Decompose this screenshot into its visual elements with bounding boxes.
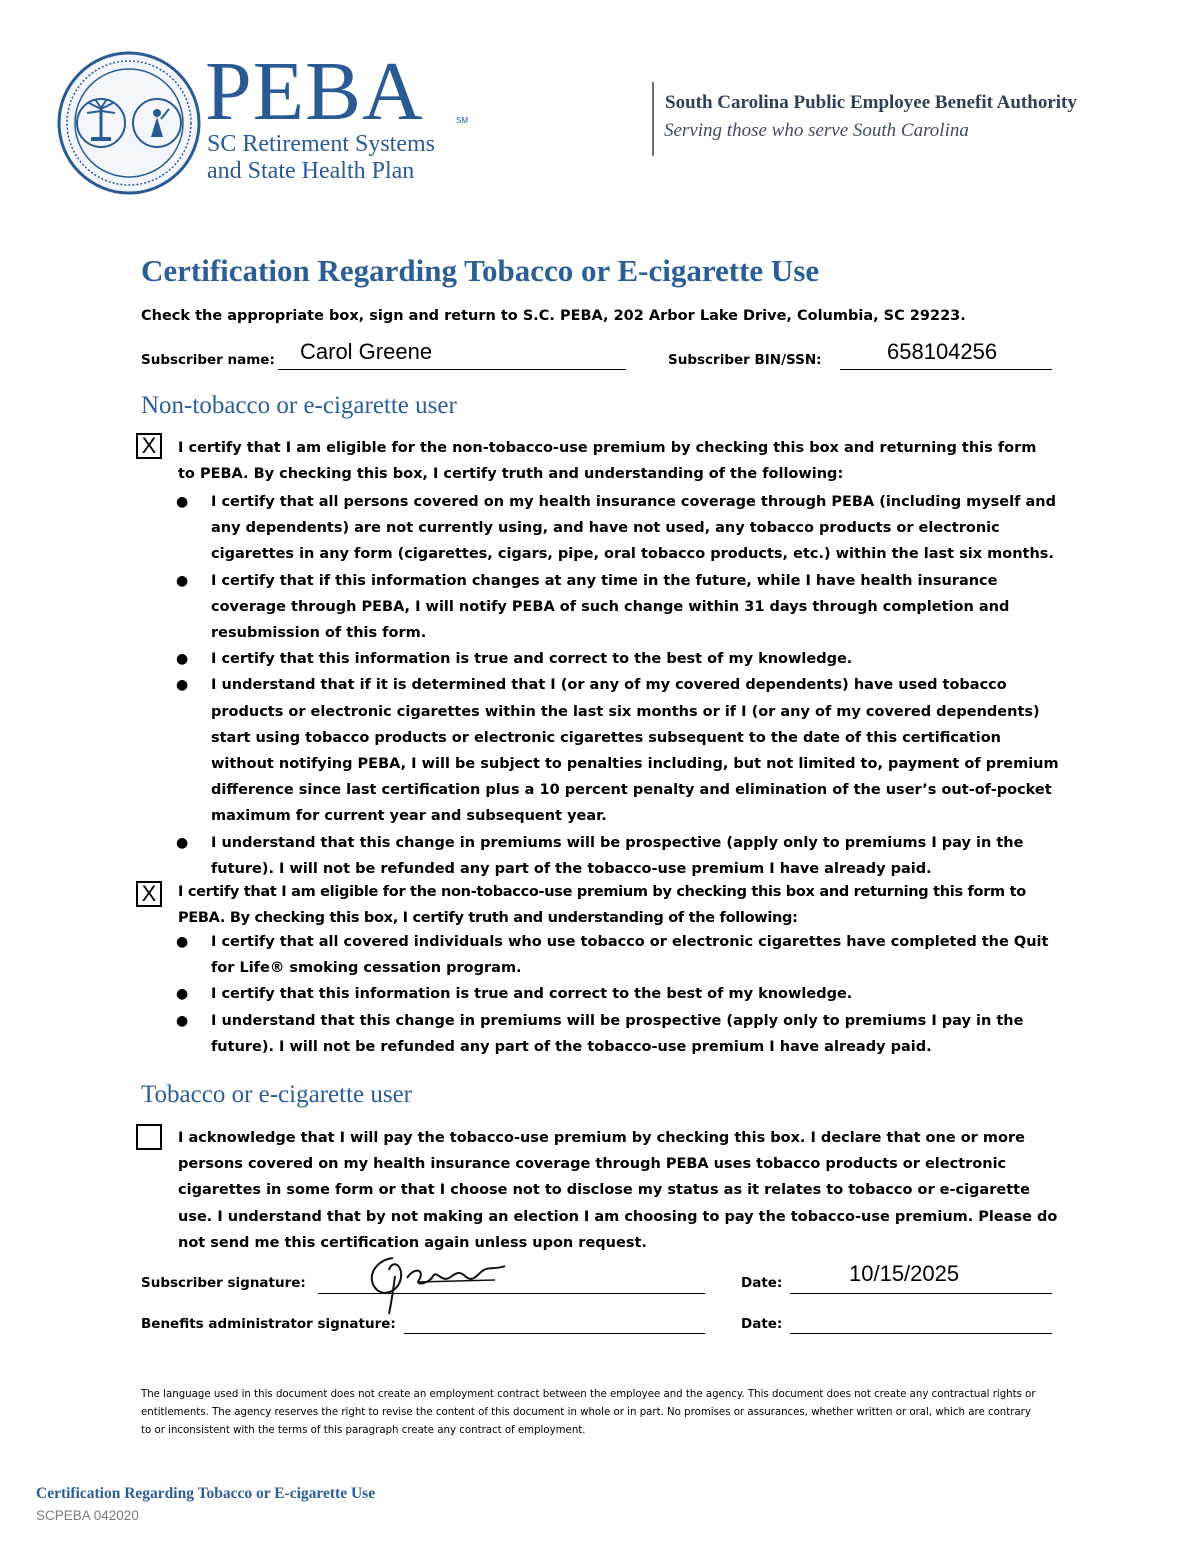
subscriber-signature-image[interactable] [355, 1248, 525, 1318]
form-title: Certification Regarding Tobacco or E-cigarette Use [141, 253, 820, 288]
disclaimer-text: The language used in this document does not create an employment contract between the employee and the agency. This document does not create any contractual rights or entitlements. The agency reserves the right to revise the content of this document in whole or in part. No promises or assurances, whether written or oral, which are contrary to or inconsistent with the terms of this paragraph create any contract of employment. [141, 1389, 1036, 1436]
list-item: ● I understand that this change in premiums will be prospective (apply only to premiums I pay in the future). I will not be refunded any part of the tobacco-use premium I have already paid. [176, 1012, 1024, 1055]
list-item: ● I understand that this change in premiums will be prospective (apply only to premiums I pay in the future). I will not be refunded any part of the tobacco-use premium I have already paid. [176, 834, 1024, 877]
subscriber-bin-line [840, 369, 1052, 370]
instructions: Check the appropriate box, sign and return to S.C. PEBA, 202 Arbor Lake Drive, Columbia, SC 29223. [141, 308, 966, 324]
footer-title: Certification Regarding Tobacco or E-cigarette Use [36, 1485, 376, 1502]
subscriber-date-label: Date: [741, 1275, 783, 1291]
non-tobacco-option1-text: I certify that I am eligible for the non-tobacco-use premium by checking this box and returning this form to PEBA. By checking this box, I certify truth and understanding of the following: [178, 440, 1037, 483]
non-tobacco-checkbox-2[interactable]: X [136, 881, 162, 907]
subscriber-name-field[interactable]: Carol Greene [300, 339, 433, 364]
subscriber-name-line [278, 369, 626, 370]
list-item: ● I certify that if this information changes at any time in the future, while I have health insurance coverage through PEBA, I will notify PEBA of such change within 31 days through completion and resubmission of this form. [176, 572, 1010, 642]
logo-subtitle-line1: SC Retirement Systems [207, 131, 435, 157]
admin-signature-line[interactable] [404, 1333, 705, 1334]
non-tobacco-option2-bullets [176, 929, 1066, 1060]
list-item: ● I certify that all persons covered on my health insurance coverage through PEBA (including myself and any dependents) are not currently using, and have not used, any tobacco products or electronic cigarettes in any form (cigarettes, cigars, pipe, oral tobacco products, etc.) within the last six months. [176, 494, 1056, 563]
admin-date-line[interactable] [790, 1333, 1052, 1334]
logo-subtitle-line2: and State Health Plan [207, 158, 415, 184]
list-item: ● I certify that this information is true and correct to the best of my knowledge. [176, 986, 853, 1003]
tobacco-heading: Tobacco or e-cigarette user [141, 1081, 413, 1108]
list-item: ● I certify that all covered individuals who use tobacco or electronic cigarettes have completed the Quit for Life® smoking cessation program. [176, 934, 1049, 977]
organization-name: South Carolina Public Employee Benefit Authority [665, 92, 1077, 113]
non-tobacco-option1-bullets [176, 489, 1066, 882]
admin-date-label: Date: [741, 1316, 783, 1332]
header-divider [652, 82, 654, 156]
admin-signature-label: Benefits administrator signature: [141, 1316, 396, 1332]
state-seal-logo [57, 51, 201, 195]
subscriber-bin-field[interactable]: 658104256 [887, 339, 998, 364]
list-item: ● I understand that if it is determined that I (or any of my covered dependents) have used tobacco products or electronic cigarettes within the last six months or if I (or any of my covered dependents) start using tobacco products or electronic cigarettes subsequent to the date of this certification without notifying PEBA, I will be subject to penalties including, but not limited to, payment of premium difference since last certification plus a 10 percent penalty and elimination of the user’s out-of-pocket maximum for current year and subsequent year. [176, 677, 1059, 825]
non-tobacco-checkbox-1[interactable]: X [136, 433, 162, 459]
list-item: ● I certify that this information is true and correct to the best of my knowledge. [176, 651, 853, 668]
tobacco-checkbox[interactable] [136, 1124, 162, 1150]
subscriber-signature-label: Subscriber signature: [141, 1275, 306, 1291]
logo-wordmark: PEBA [205, 45, 424, 138]
subscriber-bin-label: Subscriber BIN/SSN: [668, 352, 822, 368]
service-mark: SM [456, 116, 468, 125]
tobacco-option-text: I acknowledge that I will pay the tobacco-use premium by checking this box. I declare that one or more persons covered on my health insurance coverage through PEBA uses tobacco products or electronic cigarettes in some form or that I choose not to disclose my status as it relates to tobacco or e-cigarette use. I understand that by not making an election I am choosing to pay the tobacco-use premium. Please do not send me this certification again unless upon request. [178, 1130, 1058, 1251]
subscriber-date-line [790, 1293, 1052, 1294]
subscriber-date-field[interactable]: 10/15/2025 [849, 1261, 960, 1286]
non-tobacco-option2-text: I certify that I am eligible for the non-tobacco-use premium by checking this box and returning this form to PEBA. By checking this box, I certify truth and understanding of the following: [178, 884, 1026, 927]
form-code: SCPEBA 042020 [36, 1508, 139, 1523]
non-tobacco-heading: Non-tobacco or e-cigarette user [141, 392, 457, 419]
organization-tagline: Serving those who serve South Carolina [664, 120, 969, 141]
subscriber-name-label: Subscriber name: [141, 352, 275, 368]
